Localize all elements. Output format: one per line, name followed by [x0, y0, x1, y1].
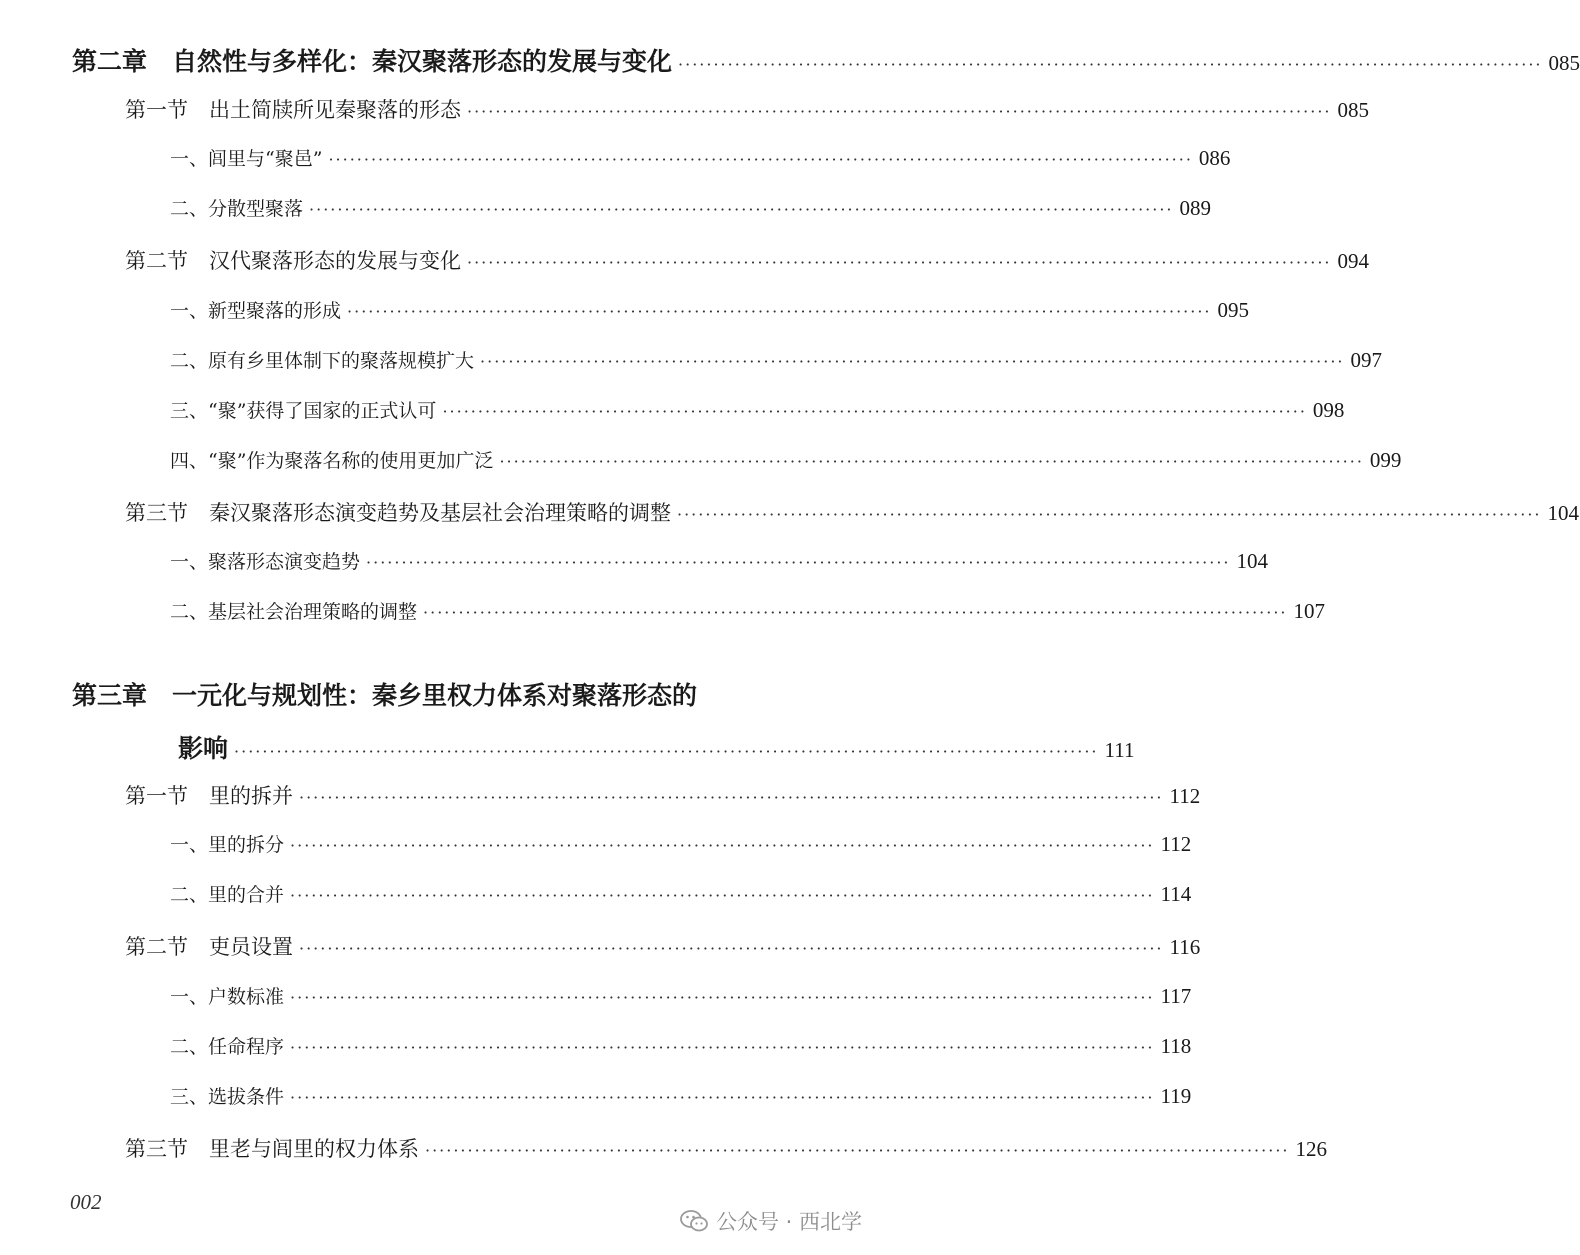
dot-leader: ··························································································································: [678, 55, 1543, 74]
item-title: 一、里的拆分: [170, 834, 285, 856]
dot-leader: ··························································································································: [299, 788, 1164, 807]
dot-leader: ··························································································································: [480, 352, 1345, 371]
toc-item[interactable]: [170, 396, 1345, 428]
toc-section[interactable]: [125, 780, 1201, 812]
watermark: [680, 1206, 862, 1236]
dot-leader: ··························································································································: [467, 253, 1332, 272]
item-title: 二、原有乡里体制下的聚落规模扩大: [170, 350, 475, 372]
item-title: 一、新型聚落的形成: [170, 300, 342, 322]
item-title: 二、里的合并: [170, 884, 285, 906]
section-title: 第一节 里的拆并: [125, 784, 293, 808]
item-title: 二、基层社会治理策略的调整: [170, 601, 418, 623]
dot-leader: ··························································································································: [309, 200, 1174, 219]
page-number: 112: [1160, 832, 1192, 856]
dot-leader: ··························································································································: [467, 102, 1332, 121]
section-title: 第二节 吏员设置: [125, 935, 293, 959]
toc-chapter-3[interactable]: [178, 729, 1135, 763]
page-number: 118: [1160, 1034, 1192, 1058]
toc-item[interactable]: [170, 547, 1268, 579]
section-title: 第三节 里老与闾里的权力体系: [125, 1137, 419, 1161]
chapter-title-line2: 影响: [178, 734, 229, 763]
toc-item[interactable]: [170, 982, 1192, 1014]
footer-page-number: 002: [70, 1190, 102, 1214]
page-number: 116: [1169, 935, 1201, 959]
page-number: 085: [1337, 98, 1369, 122]
toc-item[interactable]: [170, 880, 1192, 912]
toc-item[interactable]: [170, 1032, 1192, 1064]
toc-section[interactable]: [125, 245, 1369, 277]
page-number: 098: [1312, 398, 1345, 422]
page-number: 104: [1236, 549, 1268, 573]
section-title: 第一节 出土简牍所见秦聚落的形态: [125, 98, 461, 122]
toc-item[interactable]: [170, 446, 1402, 478]
page-number: 104: [1547, 501, 1579, 525]
dot-leader: ··························································································································: [290, 1038, 1155, 1057]
page-number: 119: [1160, 1084, 1192, 1108]
dot-leader: ··························································································································: [677, 505, 1542, 524]
item-title: 三、选拔条件: [170, 1086, 285, 1108]
item-title: 二、任命程序: [170, 1036, 285, 1058]
page-number: 095: [1217, 298, 1249, 322]
page-number: 097: [1350, 348, 1382, 372]
page-number: 107: [1293, 599, 1325, 623]
item-title: 一、聚落形态演变趋势: [170, 551, 361, 573]
toc-item[interactable]: [170, 830, 1192, 862]
page-number: 112: [1169, 784, 1201, 808]
toc-item[interactable]: [170, 1082, 1192, 1114]
dot-leader: ··························································································································: [290, 886, 1155, 905]
toc-item[interactable]: [170, 194, 1211, 226]
page-number: 086: [1198, 146, 1231, 170]
watermark-text: 公众号 · 西北学: [715, 1210, 862, 1234]
toc-section[interactable]: [125, 1133, 1327, 1165]
item-title: 一、闾里与“聚邑”: [170, 148, 323, 170]
toc-section[interactable]: [125, 497, 1579, 529]
item-title: 三、“聚”获得了国家的正式认可: [170, 400, 437, 422]
item-title: 四、“聚”作为聚落名称的使用更加广泛: [170, 450, 494, 472]
page-number: 111: [1104, 738, 1135, 762]
item-title: 二、分散型聚落: [170, 198, 304, 220]
page-number: 085: [1548, 51, 1580, 75]
dot-leader: ··························································································································: [442, 402, 1307, 421]
toc-chapter-2[interactable]: [72, 42, 1580, 76]
page-number: 114: [1160, 882, 1192, 906]
section-title: 第三节 秦汉聚落形态演变趋势及基层社会治理策略的调整: [125, 501, 671, 525]
page-number: 126: [1295, 1137, 1327, 1161]
dot-leader: ··························································································································: [234, 742, 1099, 761]
dot-leader: ··························································································································: [290, 1088, 1155, 1107]
toc-section[interactable]: [125, 94, 1369, 126]
toc-item[interactable]: [170, 296, 1249, 328]
dot-leader: ··························································································································: [423, 603, 1288, 622]
page-number: 099: [1369, 448, 1402, 472]
dot-leader: ··························································································································: [290, 988, 1155, 1007]
item-title: 一、户数标准: [170, 986, 285, 1008]
toc-item[interactable]: [170, 597, 1325, 629]
toc-item[interactable]: [170, 346, 1382, 378]
wechat-icon: [680, 1209, 708, 1233]
dot-leader: ··························································································································: [499, 452, 1364, 471]
dot-leader: ··························································································································: [347, 302, 1212, 321]
page-number: 089: [1179, 196, 1211, 220]
section-title: 第二节 汉代聚落形态的发展与变化: [125, 249, 461, 273]
dot-leader: ··························································································································: [299, 939, 1164, 958]
toc-section[interactable]: [125, 931, 1201, 963]
dot-leader: ··························································································································: [366, 553, 1231, 572]
page-number: 117: [1160, 984, 1192, 1008]
dot-leader: ··························································································································: [425, 1141, 1290, 1160]
chapter-title: 第二章 自然性与多样化：秦汉聚落形态的发展与变化: [72, 47, 673, 76]
toc-item[interactable]: [170, 144, 1231, 176]
dot-leader: ··························································································································: [290, 836, 1155, 855]
page-number: 094: [1337, 249, 1369, 273]
dot-leader: ··························································································································: [328, 150, 1193, 169]
chapter-title-line1: 第三章 一元化与规划性：秦乡里权力体系对聚落形态的: [72, 681, 698, 710]
